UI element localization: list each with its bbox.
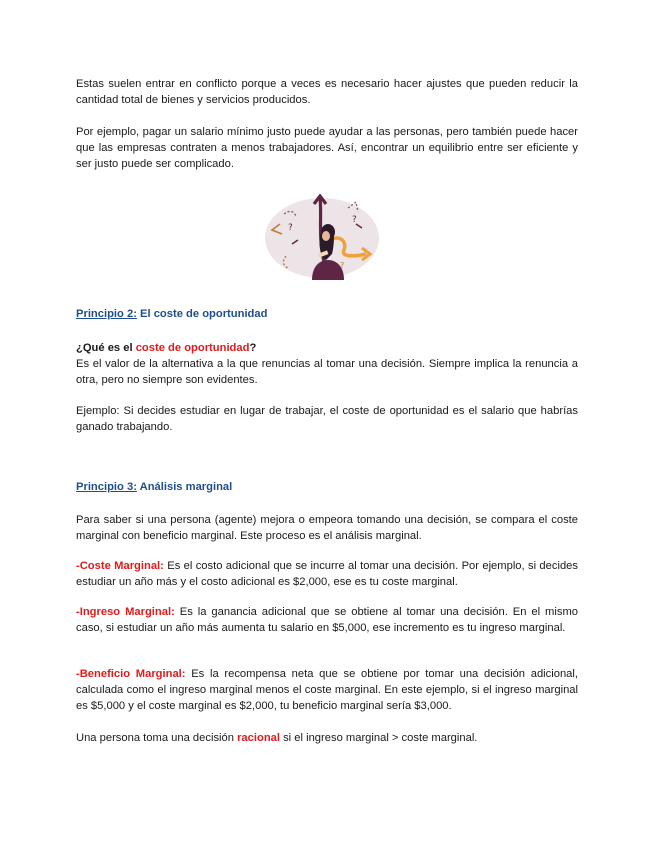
principio-2-heading	[76, 308, 267, 320]
intro-paragraph-1: Estas suelen entrar en conflicto porque a veces es necesario hacer ajustes que pueden reducir la cantidad total de bienes y servicios producidos.	[76, 78, 578, 106]
coste-marginal-paragraph	[76, 558, 578, 590]
svg-text:?: ?	[352, 215, 357, 225]
beneficio-marginal-paragraph	[76, 666, 578, 714]
ingreso-marginal-text: Es la ganancia adicional que se obtiene al tomar una decisión. En el mismo caso, si estudiar un año más aumenta tu salario en $5,000, ese incremento es tu ingreso marginal.	[76, 606, 578, 634]
principio-2-question	[76, 340, 578, 356]
ingreso-marginal-paragraph	[76, 604, 578, 636]
intro-paragraph-2: Por ejemplo, pagar un salario mínimo justo puede ayudar a las personas, pero también puede hacer que las empresas contraten a menos trabajadores. Así, encontrar un equilibrio entre ser eficiente y ser justo puede ser complicado.	[76, 126, 578, 170]
principio-3-heading	[76, 481, 232, 493]
principio-2-title: El coste de oportunidad	[136, 308, 268, 320]
principio-3-number: Principio 3:	[76, 481, 137, 493]
racional-rule	[76, 730, 578, 746]
principio-2-example: Ejemplo: Si decides estudiar en lugar de trabajar, el coste de oportunidad es el salario que habrías ganado trabajando.	[76, 405, 578, 433]
beneficio-marginal-text: Es la recompensa neta que se obtiene por tomar una decisión adicional, calculada como el ingreso marginal menos el coste marginal. En este ejemplo, si el ingreso marginal es $5,000 y el coste marginal es $2,000, tu beneficio marginal sería $3,000.	[76, 668, 578, 712]
beneficio-marginal-label: -Beneficio Marginal:	[76, 668, 186, 680]
rule-term: racional	[237, 732, 280, 744]
rule-suffix: si el ingreso marginal > coste marginal.	[279, 732, 478, 744]
principio-2-definition: Es el valor de la alternativa a la que renuncias al tomar una decisión. Siempre implica la renuncia a otra, pero no siempre son evidentes.	[76, 358, 578, 386]
svg-text:?: ?	[288, 223, 293, 233]
question-prefix: ¿Qué es el	[76, 342, 136, 354]
svg-text:?: ?	[340, 261, 345, 270]
ingreso-marginal-label: -Ingreso Marginal:	[76, 606, 175, 618]
principio-3-title: Análisis marginal	[136, 481, 233, 493]
person-decision-arrows-illustration	[262, 194, 382, 280]
coste-marginal-text: Es el costo adicional que se incurre al tomar una decisión. Por ejemplo, si decides estudiar un año más y el costo adicional es $2,000, ese es tu coste marginal.	[76, 560, 578, 588]
principio-3-intro: Para saber si una persona (agente) mejora o empeora tomando una decisión, se compara el coste marginal con beneficio marginal. Este proceso es el análisis marginal.	[76, 514, 578, 542]
rule-prefix: Una persona toma una decisión	[76, 732, 238, 744]
principio-2-number: Principio 2:	[76, 308, 137, 320]
question-term: coste de oportunidad	[135, 342, 250, 354]
coste-marginal-label: -Coste Marginal:	[76, 560, 164, 572]
question-suffix: ?	[249, 342, 257, 354]
